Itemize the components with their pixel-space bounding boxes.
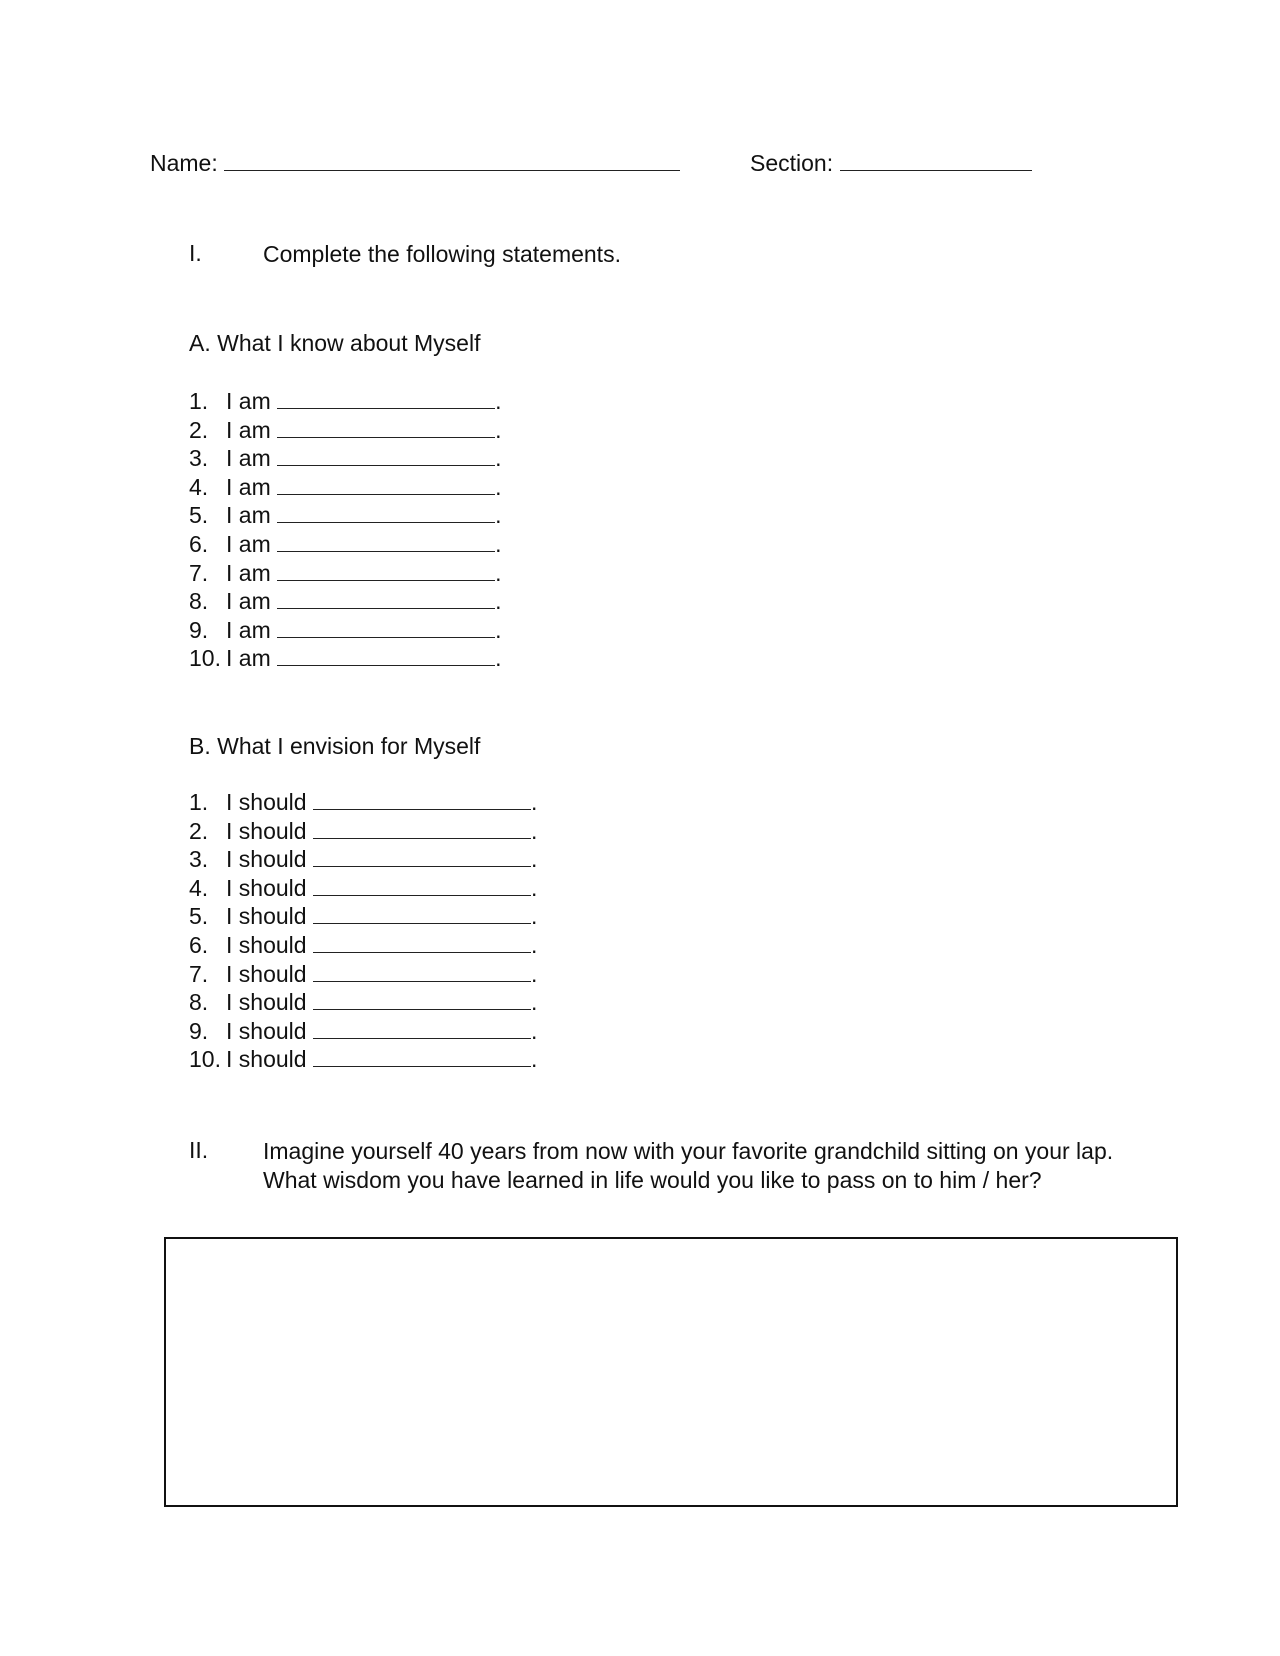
statement-blank[interactable] [313,932,531,953]
statement-number: 2. [189,817,209,844]
statement-period: . [530,903,538,930]
statement-number: 1. [189,789,209,815]
statement-blank[interactable] [313,903,531,924]
statement-number: 4. [189,473,209,500]
statement-prefix: I am [226,502,271,529]
statement-number: 6. [189,932,209,958]
statement-number: 1. [189,388,209,414]
statement-number: 9. [189,616,209,643]
statement-period: . [530,989,538,1016]
statement-period: . [530,1046,538,1073]
statement-row [189,817,537,845]
statement-period: . [495,445,502,472]
statement-number: 2. [189,416,209,443]
statement-period: . [530,846,538,873]
statement-blank[interactable] [277,502,495,523]
statement-blank[interactable] [313,818,531,839]
statement-number: 10. [189,1046,221,1073]
statement-period: . [495,473,502,500]
part-two-heading [0,1137,1280,1197]
statement-blank[interactable] [277,617,495,638]
statement-period: . [530,960,538,987]
statement-row [189,902,537,930]
statement-row [189,931,537,959]
statement-row [189,530,502,558]
statement-row [189,1045,537,1073]
statement-row [189,387,502,415]
statement-prefix: I am [226,473,271,500]
answer-box[interactable] [164,1237,1178,1507]
statement-period: . [495,588,502,615]
name-label: Name: [150,150,218,176]
statement-prefix: I am [226,445,271,472]
statement-period: . [495,645,502,672]
statement-period: . [495,416,502,443]
statement-prefix: I should [226,932,307,958]
part-one-numeral: I. [189,240,202,266]
statement-prefix: I should [226,903,307,930]
statement-prefix: I am [226,645,271,672]
statement-row [189,559,502,587]
statement-row [189,616,502,644]
statement-row [189,988,537,1016]
statement-row [189,845,537,873]
statement-row [189,444,502,472]
name-blank[interactable] [224,150,680,171]
statement-period: . [495,531,502,557]
statement-row [189,473,502,501]
part-two-line-1: Imagine yourself 40 years from now with your favorite grandchild sitting on your lap. [263,1138,1114,1164]
statement-period: . [495,616,502,643]
statement-blank[interactable] [277,445,495,466]
statement-row [189,587,502,615]
statement-prefix: I should [226,874,307,901]
statement-number: 8. [189,588,209,615]
name-field [150,150,680,177]
section-blank[interactable] [840,150,1032,171]
statement-number: 10. [189,645,221,672]
statement-blank[interactable] [313,875,531,896]
statement-prefix: I should [226,960,307,987]
statement-prefix: I should [226,989,307,1016]
statement-number: 8. [189,989,209,1016]
statement-blank[interactable] [277,388,495,409]
statement-period: . [495,388,502,414]
statement-number: 5. [189,903,209,930]
section-field [750,150,1032,177]
statement-number: 7. [189,559,209,586]
statement-number: 5. [189,502,209,529]
statement-prefix: I am [226,616,271,643]
part-b-title: B. What I envision for Myself [189,733,481,759]
statement-number: 9. [189,1017,209,1044]
statement-row [189,501,502,529]
statement-row [189,1017,537,1045]
statement-row [189,644,502,672]
statement-blank[interactable] [277,417,495,438]
statement-row [189,960,537,988]
statement-number: 4. [189,874,209,901]
statement-number: 7. [189,960,209,987]
part-one-heading [0,240,1280,270]
statement-prefix: I am [226,559,271,586]
statement-period: . [530,789,538,815]
statement-blank[interactable] [313,846,531,867]
statement-blank[interactable] [277,474,495,495]
statement-row [189,788,537,816]
statement-prefix: I should [226,1017,307,1044]
statement-blank[interactable] [277,531,495,552]
statement-blank[interactable] [313,961,531,982]
part-one-instruction: Complete the following statements. [263,241,621,267]
statement-number: 3. [189,445,209,472]
statement-row [189,874,537,902]
part-two-line-2: What wisdom you have learned in life would you like to pass on to him / her? [263,1167,1042,1193]
statement-prefix: I should [226,1046,307,1073]
statement-prefix: I am [226,416,271,443]
part-two-numeral: II. [189,1137,209,1163]
statement-period: . [530,874,538,901]
statement-prefix: I am [226,388,271,414]
statement-period: . [530,1017,538,1044]
statement-period: . [530,817,538,844]
statement-blank[interactable] [313,789,531,810]
statement-blank[interactable] [277,645,495,666]
statement-blank[interactable] [277,560,495,581]
statement-blank[interactable] [313,1046,531,1067]
section-label: Section: [750,150,834,176]
statement-number: 6. [189,531,209,557]
part-a-title: A. What I know about Myself [189,330,481,356]
statement-period: . [495,559,502,586]
statement-prefix: I should [226,817,307,844]
statement-number: 3. [189,846,209,873]
statement-prefix: I should [226,846,307,873]
statement-blank[interactable] [277,588,495,609]
statement-blank[interactable] [313,1018,531,1039]
statement-prefix: I should [226,789,307,815]
statement-period: . [495,502,502,529]
statement-blank[interactable] [313,989,531,1010]
statement-row [189,416,502,444]
statement-prefix: I am [226,531,271,557]
statement-period: . [530,932,538,958]
statement-prefix: I am [226,588,271,615]
